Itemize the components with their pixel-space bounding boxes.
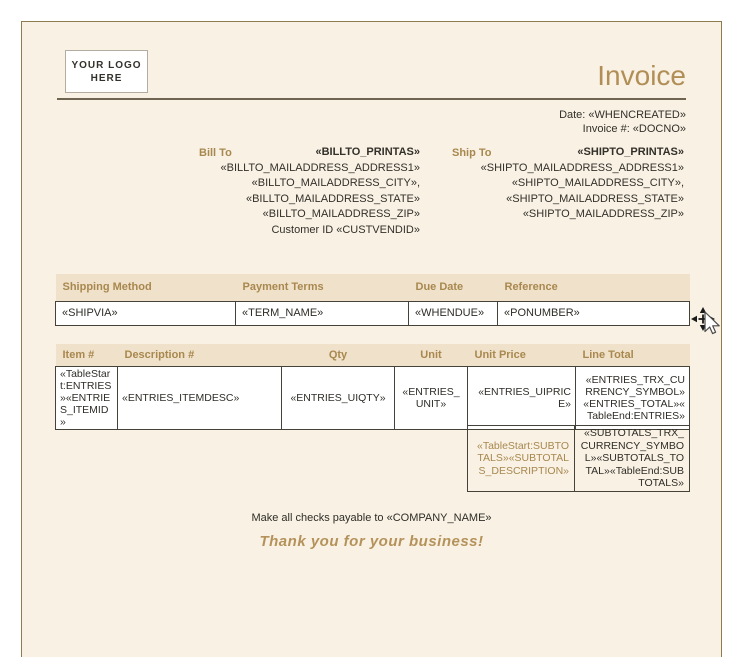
bill-to-zip-field: «BILLTO_MAILADDRESS_ZIP» — [262, 208, 420, 220]
ship-to-name-field: «SHIPTO_PRINTAS» — [577, 146, 684, 158]
line-items-table — [55, 344, 690, 430]
item-number-cell[interactable]: «TableStart:ENTRIES»«ENTRIES_ITEMID» — [56, 366, 118, 429]
ship-to-city-field: «SHIPTO_MAILADDRESS_CITY», — [511, 177, 684, 189]
invoice-date-line: Date: «WHENCREATED» — [559, 109, 686, 121]
ship-to-label: Ship To — [452, 147, 492, 159]
due-date-cell[interactable]: «WHENDUE» — [409, 301, 498, 325]
payment-terms-cell[interactable]: «TERM_NAME» — [236, 301, 409, 325]
logo-placeholder[interactable] — [65, 50, 148, 93]
header-divider — [57, 98, 686, 100]
ship-to-block — [449, 145, 684, 223]
shipping-terms-header-row — [56, 274, 690, 301]
subtotal-description-cell[interactable]: «TableStart:SUBTOTALS»«SUBTOTALS_DESCRIPTION» — [468, 426, 575, 492]
line-items-header-row — [56, 344, 690, 366]
due-date-header: Due Date — [409, 274, 498, 301]
shipping-method-cell[interactable]: «SHIPVIA» — [56, 301, 236, 325]
logo-text-line2: HERE — [90, 72, 123, 84]
invoice-page — [21, 21, 722, 657]
line-total-header: Line Total — [576, 344, 690, 366]
bill-to-name-field: «BILLTO_PRINTAS» — [315, 146, 420, 158]
unit-price-cell[interactable]: «ENTRIES_UIPRICE» — [468, 366, 576, 429]
qty-header: Qty — [282, 344, 395, 366]
customer-id-field: Customer ID «CUSTVENDID» — [271, 223, 420, 236]
payment-terms-header: Payment Terms — [236, 274, 409, 301]
description-cell[interactable]: «ENTRIES_ITEMDESC» — [118, 366, 282, 429]
shipping-terms-table — [55, 274, 690, 326]
ship-to-state-field: «SHIPTO_MAILADDRESS_STATE» — [506, 192, 684, 205]
shipping-method-header: Shipping Method — [56, 274, 236, 301]
invoice-number-line: Invoice #: «DOCNO» — [582, 123, 686, 135]
unit-header: Unit — [395, 344, 468, 366]
reference-cell[interactable]: «PONUMBER» — [498, 301, 690, 325]
unit-price-header: Unit Price — [468, 344, 576, 366]
page-title: Invoice — [597, 60, 686, 91]
thank-you-line: Thank you for your business! — [259, 533, 484, 550]
logo-text-line1: YOUR LOGO — [71, 59, 142, 71]
subtotal-amount-cell[interactable]: «SUBTOTALS_TRX_CURRENCY_SYMBOL»«SUBTOTALS_TOTAL»«TableEnd:SUBTOTALS» — [575, 426, 690, 492]
item-number-header: Item # — [56, 344, 118, 366]
bill-to-address1-field: «BILLTO_MAILADDRESS_ADDRESS1» — [220, 161, 420, 174]
line-total-cell[interactable]: «ENTRIES_TRX_CURRENCY_SYMBOL»«ENTRIES_TOTAL»«TableEnd:ENTRIES» — [576, 366, 690, 429]
line-item-row — [56, 366, 690, 429]
bill-to-city-field: «BILLTO_MAILADDRESS_CITY», — [251, 177, 420, 189]
ship-to-address1-field: «SHIPTO_MAILADDRESS_ADDRESS1» — [480, 161, 684, 174]
bill-to-label: Bill To — [199, 147, 232, 159]
description-header: Description # — [118, 344, 282, 366]
subtotal-row — [468, 426, 690, 492]
shipping-terms-value-row — [56, 301, 690, 325]
unit-cell[interactable]: «ENTRIES_UNIT» — [395, 366, 468, 429]
checks-payable-line: Make all checks payable to «COMPANY_NAME» — [251, 512, 492, 524]
ship-to-zip-field: «SHIPTO_MAILADDRESS_ZIP» — [522, 208, 684, 220]
bill-to-block — [185, 145, 420, 238]
subtotals-table — [467, 425, 690, 492]
reference-header: Reference — [498, 274, 690, 301]
qty-cell[interactable]: «ENTRIES_UIQTY» — [282, 366, 395, 429]
invoice-meta — [559, 108, 686, 136]
bill-to-state-field: «BILLTO_MAILADDRESS_STATE» — [245, 192, 420, 205]
